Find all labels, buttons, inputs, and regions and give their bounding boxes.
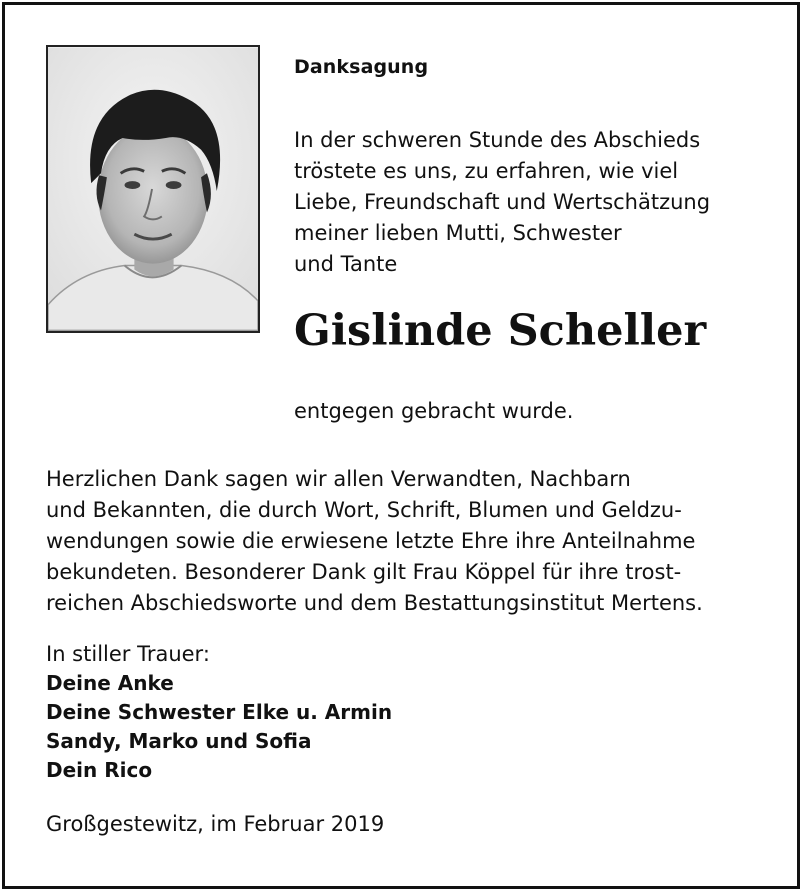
thanks-line: und Bekannten, die durch Wort, Schrift, Blumen und Geldzu- [46, 498, 682, 522]
mourning-block [46, 640, 392, 785]
thanks-line: wendungen sowie die erwiesene letzte Ehre ihre Anteilnahme [46, 529, 696, 553]
intro-line: tröstete es uns, zu erfahren, wie viel [294, 159, 679, 183]
signer-name: Dein Rico [46, 758, 153, 782]
deceased-name: Gislinde Scheller [294, 306, 707, 356]
intro-line: Liebe, Freundschaft und Wertschätzung [294, 190, 711, 214]
thanks-line: Herzlichen Dank sagen wir allen Verwandten, Nachbarn [46, 467, 631, 491]
after-name-text: entgegen gebracht wurde. [294, 399, 574, 423]
thanks-paragraph [46, 464, 766, 619]
signer-name: Sandy, Marko und Sofia [46, 729, 312, 753]
thanks-line: bekundeten. Besonderer Dank gilt Frau Köppel für ihre trost- [46, 560, 682, 584]
signer-name: Deine Schwester Elke u. Armin [46, 700, 393, 724]
place-date: Großgestewitz, im Februar 2019 [46, 812, 385, 836]
notice-heading: Danksagung [294, 56, 429, 78]
intro-line: und Tante [294, 252, 398, 276]
signer-name: Deine Anke [46, 671, 174, 695]
intro-line: meiner lieben Mutti, Schwester [294, 221, 622, 245]
intro-line: In der schweren Stunde des Abschieds [294, 128, 701, 152]
thanks-line: reichen Abschiedsworte und dem Bestattungsinstitut Mertens. [46, 591, 703, 615]
portrait-photo [46, 45, 260, 333]
mourning-label: In stiller Trauer: [46, 642, 210, 666]
intro-text [294, 125, 774, 280]
